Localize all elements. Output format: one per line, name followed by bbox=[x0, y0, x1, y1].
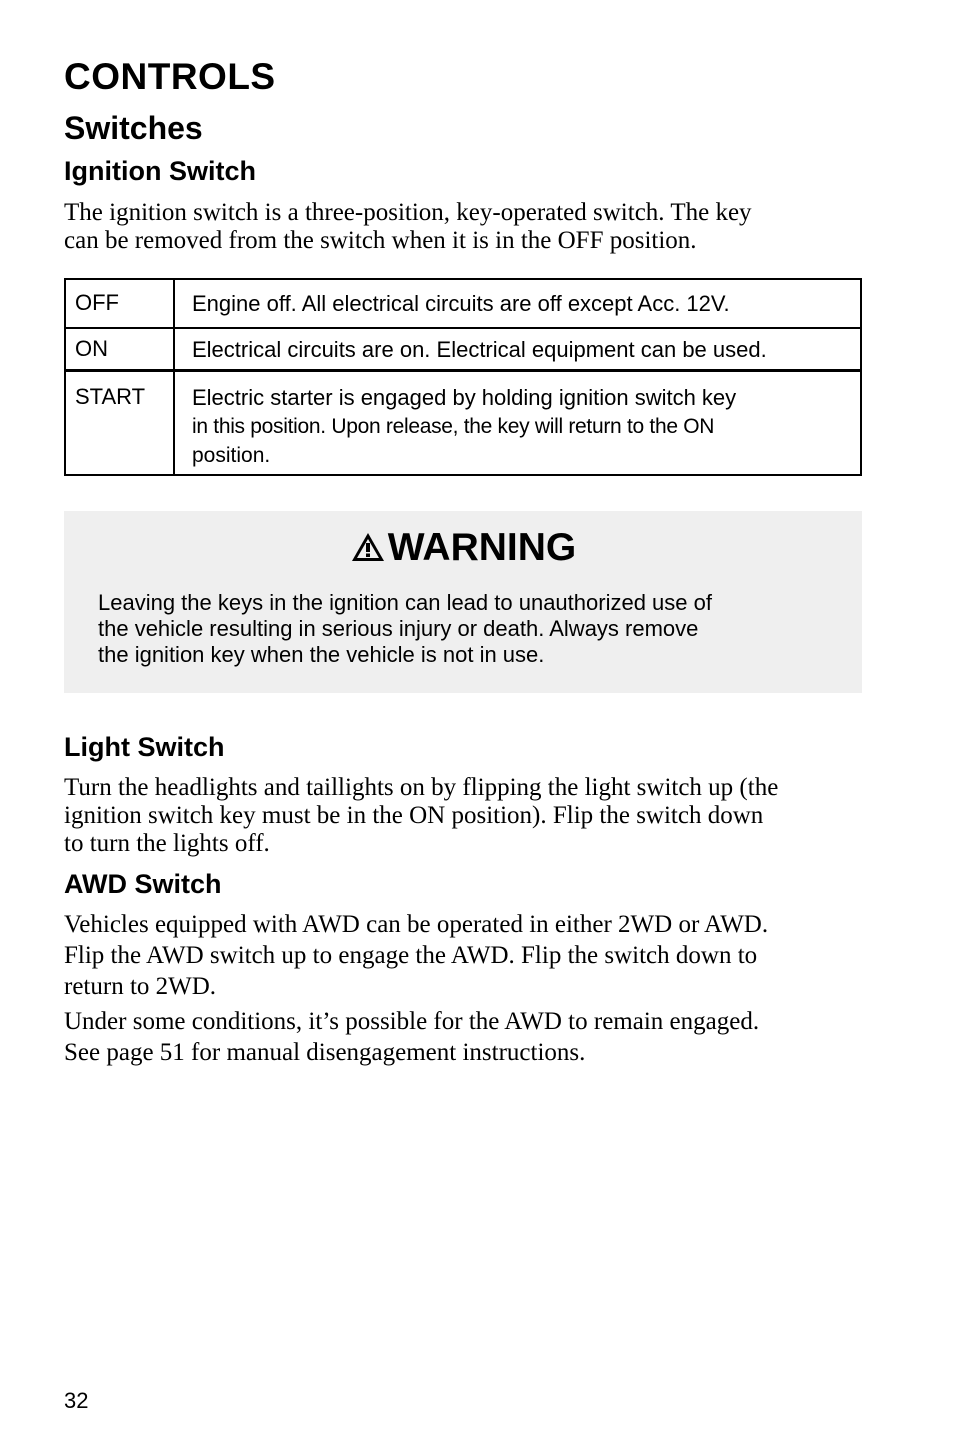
page-title: CONTROLS bbox=[64, 56, 276, 97]
awd-switch-heading: AWD Switch bbox=[64, 869, 222, 899]
section-title: Switches bbox=[64, 110, 203, 146]
table-row bbox=[65, 328, 861, 371]
table-row bbox=[65, 279, 861, 328]
light-switch-text: Turn the headlights and taillights on by flipping the light switch up (the ignition switch key must be in the ON position). Flip the switch down to turn the lights off. bbox=[64, 774, 779, 857]
position-cell: OFF bbox=[65, 279, 174, 328]
description-cell: Electric starter is engaged by holding ignition switch key in this position. Upon release, the key will return to the ON position. bbox=[192, 385, 737, 467]
warning-title: WARNING bbox=[64, 526, 862, 570]
ignition-positions-table bbox=[64, 278, 862, 476]
ignition-intro: The ignition switch is a three-position, key-operated switch. The key can be removed from the switch when it is in the OFF position. bbox=[64, 199, 752, 254]
awd-switch-text-1: Vehicles equipped with AWD can be operated in either 2WD or AWD. Flip the AWD switch up to engage the AWD. Flip the switch down to return to 2WD. bbox=[64, 911, 769, 1000]
position-cell: ON bbox=[65, 328, 174, 371]
warning-text: Leaving the keys in the ignition can lead to unauthorized use of the vehicle resulting in serious injury or death. Always remove the ignition key when the vehicle is not in use. bbox=[98, 590, 712, 667]
light-switch-heading: Light Switch bbox=[64, 732, 225, 762]
page-number: 32 bbox=[64, 1388, 89, 1413]
position-cell: START bbox=[65, 371, 174, 476]
description-cell: Electrical circuits are on. Electrical equipment can be used. bbox=[174, 328, 861, 371]
description-cell: Engine off. All electrical circuits are off except Acc. 12V. bbox=[174, 279, 861, 328]
awd-switch-text-2: Under some conditions, it’s possible for the AWD to remain engaged. See page 51 for manual disengagement instructions. bbox=[64, 1008, 760, 1066]
ignition-heading: Ignition Switch bbox=[64, 156, 256, 186]
warning-triangle-icon bbox=[350, 531, 386, 563]
table-row bbox=[65, 371, 861, 476]
